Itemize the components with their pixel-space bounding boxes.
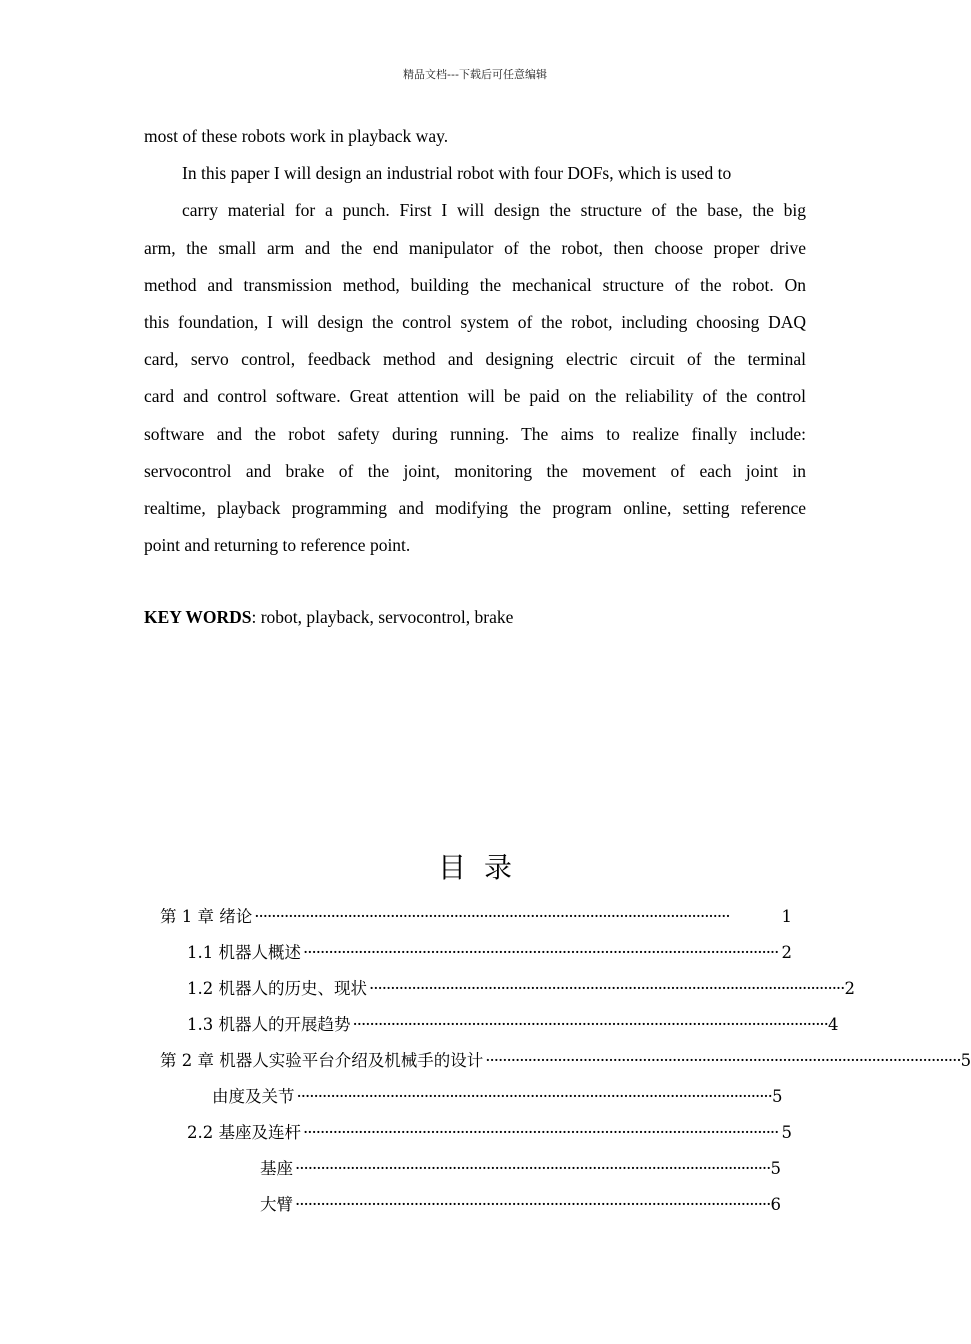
keywords-label: KEY WORDS [144, 607, 252, 627]
page-header: 精品文档---下载后可任意编辑 [403, 68, 547, 81]
abstract-body [144, 118, 806, 564]
toc-entry[interactable] [260, 1187, 781, 1223]
toc-leader: ················································································································ [369, 979, 845, 998]
toc-leader: ················································································································ [295, 1159, 771, 1178]
toc-leader: ················································································································ [254, 907, 730, 926]
abstract-line: realtime, playback programming and modifying the program online, setting reference [144, 497, 806, 518]
toc-entry[interactable] [187, 935, 792, 971]
toc-entry[interactable] [187, 1115, 792, 1151]
abstract-line: arm, the small arm and the end manipulator of the robot, then choose proper drive [144, 237, 806, 258]
abstract-line: point and returning to reference point. [144, 535, 411, 556]
toc-leader: ················································································································ [303, 1123, 779, 1142]
toc-leader: ················································································································ [303, 943, 779, 962]
toc-entry[interactable] [212, 1079, 783, 1115]
toc-entry-label: 2.2 基座及连杆 [187, 1123, 301, 1142]
toc-entry-label: 由度及关节 [212, 1087, 295, 1106]
keywords [144, 604, 513, 630]
abstract-line: software and the robot safety during running. The aims to realize finally include: [144, 423, 806, 444]
toc-entry-page: 2 [781, 943, 792, 962]
toc-entry-label: 1.1 机器人概述 [187, 943, 301, 962]
toc-entry-page: 6 [770, 1195, 781, 1214]
toc-entry-page: 5 [770, 1159, 781, 1178]
toc-entry-page: 5 [960, 1051, 971, 1070]
toc-title: 目录 [437, 851, 530, 884]
toc-leader: ················································································································ [352, 1015, 828, 1034]
toc-entry[interactable] [160, 899, 792, 935]
toc-entry-label: 基座 [260, 1159, 293, 1178]
toc-leader: ················································································································ [485, 1051, 961, 1070]
toc-entry-label: 第 1 章 绪论 [160, 907, 253, 926]
toc-entry-label: 1.2 机器人的历史、现状 [187, 979, 367, 998]
toc-entry[interactable] [260, 1151, 781, 1187]
toc-entry-label: 大臂 [260, 1195, 293, 1214]
toc-entry[interactable] [187, 971, 855, 1007]
toc-entry[interactable] [187, 1007, 839, 1043]
abstract-line: this foundation, I will design the control system of the robot, including choosing DAQ [144, 311, 806, 332]
toc-leader: ················································································································ [296, 1087, 772, 1106]
toc-entry-page: 5 [781, 1123, 792, 1142]
keywords-text: : robot, playback, servocontrol, brake [251, 607, 514, 627]
toc-entry-page: 1 [781, 907, 792, 926]
abstract-line: In this paper I will design an industrial robot with four DOFs, which is used to [182, 163, 732, 184]
abstract-line: method and transmission method, building the mechanical structure of the robot. On [144, 274, 806, 295]
toc-entry-page: 5 [771, 1087, 783, 1106]
toc-entry-page: 2 [844, 979, 855, 998]
toc-leader: ················································································································ [295, 1195, 771, 1214]
toc-entry-label: 1.3 机器人的开展趋势 [187, 1015, 351, 1034]
toc-entry-page: 4 [827, 1015, 839, 1034]
abstract-line: servocontrol and brake of the joint, monitoring the movement of each joint in [144, 460, 806, 481]
abstract-line: card, servo control, feedback method and designing electric circuit of the terminal [144, 349, 806, 370]
abstract-line: carry material for a punch. First I will design the structure of the base, the big [182, 200, 806, 221]
toc-entry-label: 第 2 章 机器人实验平台介绍及机械手的设计 [160, 1051, 484, 1070]
toc-entry[interactable] [160, 1043, 971, 1079]
abstract-line: most of these robots work in playback way. [144, 126, 449, 146]
abstract-line: card and control software. Great attention will be paid on the reliability of the control [144, 386, 806, 407]
